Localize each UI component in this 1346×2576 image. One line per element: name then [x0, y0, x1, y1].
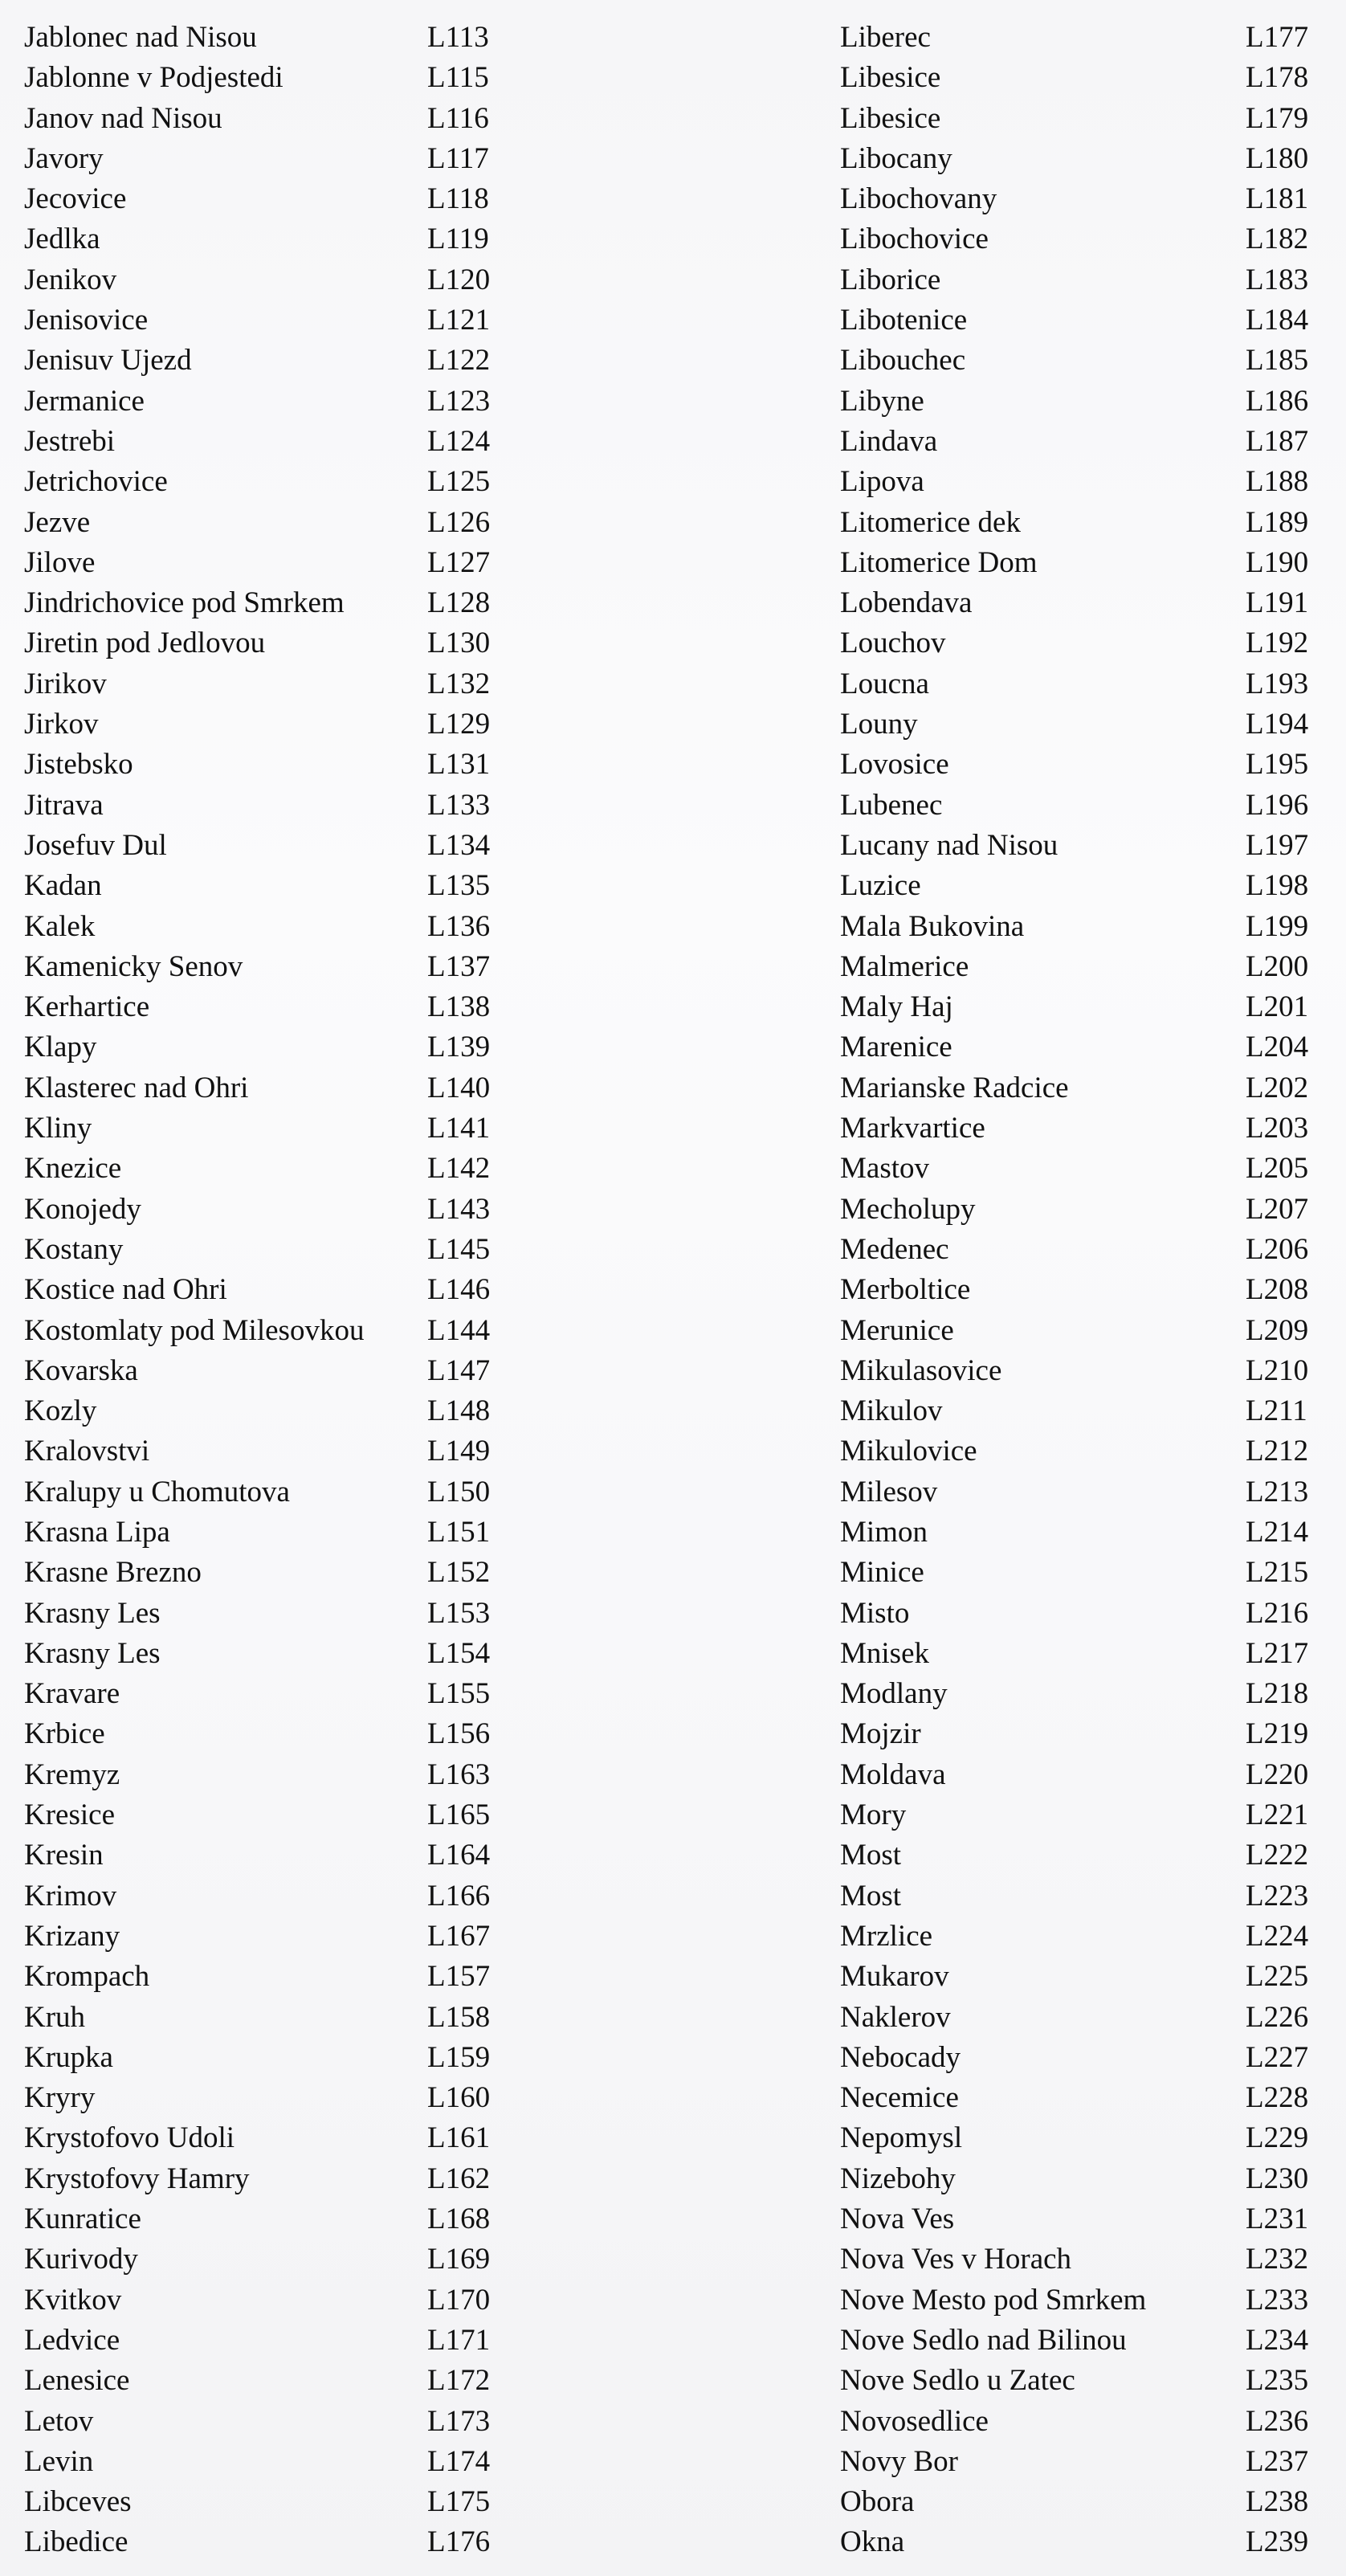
place-name: Kresice [24, 1798, 115, 1832]
place-code: L113 [427, 21, 489, 54]
place-code: L120 [427, 263, 491, 296]
place-code: L130 [427, 627, 491, 660]
place-code: L122 [427, 344, 491, 378]
place-code: L124 [427, 424, 491, 458]
place-name: Merunice [840, 1313, 954, 1347]
place-name: Krizany [24, 1919, 120, 1953]
place-name: Libochovany [840, 182, 997, 216]
place-code: L183 [1246, 263, 1309, 296]
place-code: L219 [1246, 1717, 1309, 1751]
place-name: Jenikov [24, 263, 117, 296]
place-name: Libesice [840, 61, 941, 95]
place-code: L146 [427, 1273, 491, 1307]
place-name: Mrzlice [840, 1919, 933, 1953]
place-name: Mastov [840, 1152, 929, 1186]
place-name: Jezve [24, 505, 91, 539]
place-name: Libceves [24, 2485, 132, 2519]
place-code: L192 [1246, 627, 1309, 660]
place-code: L238 [1246, 2485, 1309, 2519]
place-name: Knezice [24, 1152, 122, 1186]
place-code: L115 [427, 61, 489, 95]
place-code: L142 [427, 1152, 491, 1186]
place-name: Javory [24, 141, 104, 175]
place-name: Loucna [840, 667, 929, 700]
place-name: Krystofovy Hamry [24, 2162, 250, 2195]
place-code: L194 [1246, 708, 1309, 741]
place-code: L212 [1246, 1435, 1309, 1468]
place-name: Krasna Lipa [24, 1515, 170, 1549]
place-code: L224 [1246, 1919, 1309, 1953]
place-name: Jecovice [24, 182, 127, 216]
place-name: Obora [840, 2485, 915, 2519]
place-code: L229 [1246, 2121, 1309, 2155]
place-code: L223 [1246, 1879, 1309, 1913]
place-code: L152 [427, 1556, 491, 1590]
place-name: Nove Sedlo u Zatec [840, 2364, 1075, 2398]
place-code: L176 [427, 2525, 491, 2559]
place-name: Libocany [840, 141, 952, 175]
place-name: Krasny Les [24, 1636, 161, 1670]
place-code: L174 [427, 2444, 491, 2478]
place-name: Nebocady [840, 2040, 961, 2074]
place-code: L202 [1246, 1071, 1309, 1104]
place-code: L159 [427, 2040, 491, 2074]
place-name: Jirikov [24, 667, 107, 700]
place-code: L133 [427, 788, 491, 822]
place-name: Jilove [24, 545, 96, 579]
place-code: L156 [427, 1717, 491, 1751]
place-name: Merboltice [840, 1273, 971, 1307]
place-name: Marianske Radcice [840, 1071, 1069, 1104]
place-name: Mukarov [840, 1960, 949, 1994]
place-code: L166 [427, 1879, 491, 1913]
place-name: Krompach [24, 1960, 150, 1994]
place-name: Minice [840, 1556, 924, 1590]
place-name: Mnisek [840, 1636, 929, 1670]
place-code: L232 [1246, 2243, 1309, 2276]
place-name: Kadan [24, 869, 102, 903]
place-code: L191 [1246, 586, 1309, 620]
place-name: Kvitkov [24, 2283, 122, 2317]
place-code: L239 [1246, 2525, 1309, 2559]
place-name: Libedice [24, 2525, 128, 2559]
place-code: L200 [1246, 949, 1309, 983]
place-name: Kravare [24, 1677, 120, 1711]
place-name: Moldava [840, 1757, 946, 1791]
place-code: L165 [427, 1798, 491, 1832]
place-code: L230 [1246, 2162, 1309, 2195]
place-name: Markvartice [840, 1112, 985, 1145]
place-name: Litomerice Dom [840, 545, 1038, 579]
place-code: L132 [427, 667, 491, 700]
place-name: Jirkov [24, 708, 99, 741]
place-name: Okna [840, 2525, 905, 2559]
place-code: L179 [1246, 101, 1309, 135]
place-name: Mory [840, 1798, 907, 1832]
place-code: L117 [427, 141, 489, 175]
place-name: Lipova [840, 465, 924, 499]
place-code: L234 [1246, 2323, 1309, 2357]
place-code: L207 [1246, 1192, 1309, 1226]
place-name: Kresin [24, 1839, 104, 1872]
place-name: Kralovstvi [24, 1435, 150, 1468]
place-code: L155 [427, 1677, 491, 1711]
place-name: Luzice [840, 869, 921, 903]
place-code: L131 [427, 748, 491, 782]
place-code: L217 [1246, 1636, 1309, 1670]
place-name: Letov [24, 2404, 94, 2438]
place-code: L181 [1246, 182, 1309, 216]
place-code: L215 [1246, 1556, 1309, 1590]
place-code: L226 [1246, 2000, 1309, 2034]
place-code: L140 [427, 1071, 491, 1104]
place-code: L236 [1246, 2404, 1309, 2438]
place-code: L137 [427, 949, 491, 983]
place-code: L143 [427, 1192, 491, 1226]
place-name: Libouchec [840, 344, 966, 378]
place-name: Kovarska [24, 1353, 138, 1387]
place-code: L205 [1246, 1152, 1309, 1186]
place-name: Nepomysl [840, 2121, 963, 2155]
place-code: L188 [1246, 465, 1309, 499]
place-code: L145 [427, 1232, 491, 1266]
place-code: L195 [1246, 748, 1309, 782]
place-code: L182 [1246, 222, 1309, 256]
place-name: Kalek [24, 909, 96, 943]
place-code: L167 [427, 1919, 491, 1953]
place-name: Milesov [840, 1475, 938, 1508]
place-name: Mikulovice [840, 1435, 977, 1468]
place-code: L199 [1246, 909, 1309, 943]
place-code: L189 [1246, 505, 1309, 539]
place-name: Jedlka [24, 222, 100, 256]
place-name: Nove Mesto pod Smrkem [840, 2283, 1147, 2317]
place-name: Jablonne v Podjestedi [24, 61, 283, 95]
place-name: Jermanice [24, 384, 145, 418]
place-name: Kurivody [24, 2243, 138, 2276]
place-name: Louchov [840, 627, 946, 660]
place-name: Ledvice [24, 2323, 120, 2357]
place-code: L139 [427, 1031, 491, 1064]
place-name: Naklerov [840, 2000, 951, 2034]
place-name: Libochovice [840, 222, 989, 256]
place-name: Kremyz [24, 1757, 120, 1791]
place-name: Kruh [24, 2000, 86, 2034]
place-code: L201 [1246, 990, 1309, 1024]
place-code: L138 [427, 990, 491, 1024]
place-code: L136 [427, 909, 491, 943]
place-name: Jistebsko [24, 748, 133, 782]
place-name: Klasterec nad Ohri [24, 1071, 249, 1104]
place-code: L119 [427, 222, 489, 256]
place-code: L225 [1246, 1960, 1309, 1994]
place-name: Jablonec nad Nisou [24, 21, 257, 54]
place-name: Jindrichovice pod Smrkem [24, 586, 345, 620]
place-code: L169 [427, 2243, 491, 2276]
place-name: Novosedlice [840, 2404, 989, 2438]
place-name: Nizebohy [840, 2162, 956, 2195]
place-code: L197 [1246, 828, 1309, 862]
place-code: L222 [1246, 1839, 1309, 1872]
place-code: L144 [427, 1313, 491, 1347]
place-code: L135 [427, 869, 491, 903]
place-code: L118 [427, 182, 489, 216]
place-code: L178 [1246, 61, 1309, 95]
place-name: Konojedy [24, 1192, 141, 1226]
place-code: L237 [1246, 2444, 1309, 2478]
place-name: Malmerice [840, 949, 969, 983]
place-code: L171 [427, 2323, 491, 2357]
place-code: L190 [1246, 545, 1309, 579]
place-name: Nova Ves v Horach [840, 2243, 1072, 2276]
place-code: L151 [427, 1515, 491, 1549]
place-code: L221 [1246, 1798, 1309, 1832]
place-code: L161 [427, 2121, 491, 2155]
place-name: Libotenice [840, 304, 968, 337]
place-code: L150 [427, 1475, 491, 1508]
place-name: Kralupy u Chomutova [24, 1475, 290, 1508]
place-code: L128 [427, 586, 491, 620]
place-code: L204 [1246, 1031, 1309, 1064]
place-name: Lindava [840, 424, 938, 458]
place-code: L198 [1246, 869, 1309, 903]
place-code: L186 [1246, 384, 1309, 418]
place-code: L153 [427, 1596, 491, 1630]
place-code: L196 [1246, 788, 1309, 822]
place-name: Nova Ves [840, 2202, 955, 2236]
place-code: L213 [1246, 1475, 1309, 1508]
place-name: Litomerice dek [840, 505, 1021, 539]
place-name: Mojzir [840, 1717, 921, 1751]
place-code: L216 [1246, 1596, 1309, 1630]
place-code: L233 [1246, 2283, 1309, 2317]
place-name: Libesice [840, 101, 941, 135]
place-code: L163 [427, 1757, 491, 1791]
place-name: Krupka [24, 2040, 113, 2074]
place-code: L134 [427, 828, 491, 862]
place-name: Medenec [840, 1232, 949, 1266]
place-name: Jiretin pod Jedlovou [24, 627, 266, 660]
place-name: Kozly [24, 1394, 97, 1428]
place-code: L141 [427, 1112, 491, 1145]
place-name: Mala Bukovina [840, 909, 1025, 943]
place-name: Josefuv Dul [24, 828, 167, 862]
place-name: Jestrebi [24, 424, 116, 458]
place-name: Modlany [840, 1677, 948, 1711]
place-name: Krystofovo Udoli [24, 2121, 235, 2155]
place-code: L148 [427, 1394, 491, 1428]
place-name: Mecholupy [840, 1192, 976, 1226]
place-name: Lubenec [840, 788, 943, 822]
place-name: Kunratice [24, 2202, 141, 2236]
place-name: Janov nad Nisou [24, 101, 222, 135]
place-code: L187 [1246, 424, 1309, 458]
place-code: L185 [1246, 344, 1309, 378]
place-code: L172 [427, 2364, 491, 2398]
place-name: Krbice [24, 1717, 105, 1751]
place-code: L175 [427, 2485, 491, 2519]
place-code: L193 [1246, 667, 1309, 700]
place-name: Marenice [840, 1031, 952, 1064]
place-code: L180 [1246, 141, 1309, 175]
place-code: L220 [1246, 1757, 1309, 1791]
place-code: L227 [1246, 2040, 1309, 2074]
place-code: L149 [427, 1435, 491, 1468]
place-code: L160 [427, 2081, 491, 2115]
place-name: Louny [840, 708, 918, 741]
place-code: L209 [1246, 1313, 1309, 1347]
place-code: L170 [427, 2283, 491, 2317]
place-code: L206 [1246, 1232, 1309, 1266]
place-name: Mikulasovice [840, 1353, 1002, 1387]
place-name: Krimov [24, 1879, 117, 1913]
place-code: L164 [427, 1839, 491, 1872]
place-code: L125 [427, 465, 491, 499]
place-name: Misto [840, 1596, 910, 1630]
place-name: Kliny [24, 1112, 92, 1145]
place-code: L214 [1246, 1515, 1309, 1549]
place-code: L126 [427, 505, 491, 539]
place-code: L154 [427, 1636, 491, 1670]
place-name: Kerhartice [24, 990, 150, 1024]
place-code: L147 [427, 1353, 491, 1387]
place-name: Jitrava [24, 788, 104, 822]
place-name: Liberec [840, 21, 931, 54]
place-code: L123 [427, 384, 491, 418]
place-name: Kryry [24, 2081, 96, 2115]
place-name: Kostomlaty pod Milesovkou [24, 1313, 365, 1347]
place-code: L203 [1246, 1112, 1309, 1145]
place-code: L218 [1246, 1677, 1309, 1711]
place-name: Kamenicky Senov [24, 949, 243, 983]
place-name: Nove Sedlo nad Bilinou [840, 2323, 1127, 2357]
place-code: L231 [1246, 2202, 1309, 2236]
place-name: Jenisovice [24, 304, 149, 337]
place-name: Lenesice [24, 2364, 130, 2398]
place-name: Kostice nad Ohri [24, 1273, 227, 1307]
place-name: Novy Bor [840, 2444, 958, 2478]
place-code: L158 [427, 2000, 491, 2034]
place-name: Necemice [840, 2081, 959, 2115]
place-name: Lovosice [840, 748, 949, 782]
place-name: Kostany [24, 1232, 124, 1266]
place-name: Jetrichovice [24, 465, 168, 499]
place-code: L177 [1246, 21, 1309, 54]
place-code: L184 [1246, 304, 1309, 337]
place-code: L116 [427, 101, 489, 135]
place-name: Jenisuv Ujezd [24, 344, 192, 378]
place-code: L162 [427, 2162, 491, 2195]
place-code: L157 [427, 1960, 491, 1994]
place-name: Lucany nad Nisou [840, 828, 1058, 862]
place-code: L121 [427, 304, 491, 337]
place-code: L127 [427, 545, 491, 579]
place-name: Liborice [840, 263, 941, 296]
place-name: Libyne [840, 384, 924, 418]
place-code: L211 [1246, 1394, 1307, 1428]
place-name: Mimon [840, 1515, 928, 1549]
place-code: L129 [427, 708, 491, 741]
place-name: Krasne Brezno [24, 1556, 202, 1590]
place-name: Lobendava [840, 586, 973, 620]
place-code: L208 [1246, 1273, 1309, 1307]
place-name: Mikulov [840, 1394, 943, 1428]
place-code: L235 [1246, 2364, 1309, 2398]
place-code: L210 [1246, 1353, 1309, 1387]
place-code: L228 [1246, 2081, 1309, 2115]
place-name: Levin [24, 2444, 94, 2478]
place-name: Most [840, 1839, 902, 1872]
place-name: Maly Haj [840, 990, 953, 1024]
place-code: L168 [427, 2202, 491, 2236]
place-name: Most [840, 1879, 902, 1913]
place-code: L173 [427, 2404, 491, 2438]
place-name: Krasny Les [24, 1596, 161, 1630]
place-name: Klapy [24, 1031, 97, 1064]
